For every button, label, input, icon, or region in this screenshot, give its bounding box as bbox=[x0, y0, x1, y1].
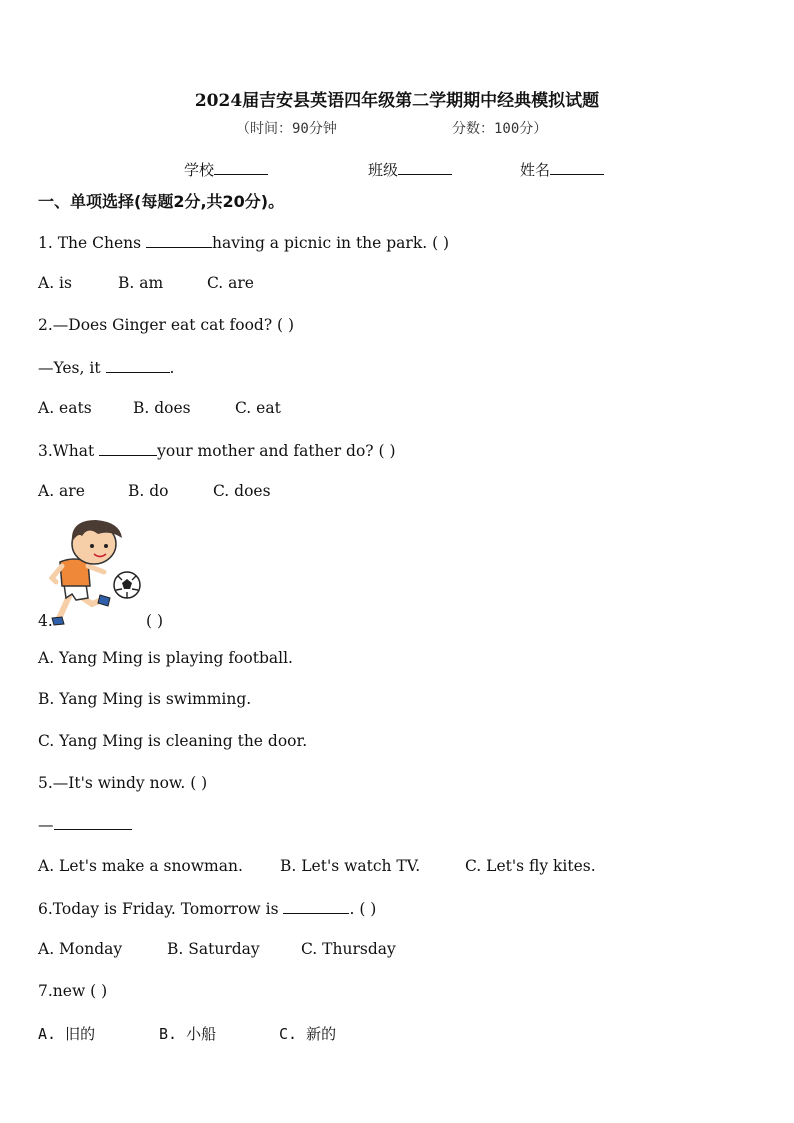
q6-blank[interactable] bbox=[283, 899, 349, 914]
q1-option-a[interactable]: A. is bbox=[38, 274, 72, 292]
q3-option-c[interactable]: C. does bbox=[213, 482, 271, 500]
q5-blank[interactable] bbox=[54, 815, 132, 830]
q5-answer-line bbox=[38, 815, 132, 834]
q2-option-c[interactable]: C. eat bbox=[235, 399, 281, 417]
question-1 bbox=[38, 233, 449, 252]
question-4-paren: ( ) bbox=[146, 612, 164, 630]
q3-blank[interactable] bbox=[99, 441, 157, 456]
exam-time: （时间：90分钟 bbox=[236, 121, 337, 137]
q6-suffix: . ( ) bbox=[349, 900, 377, 918]
q1-suffix: having a picnic in the park. ( ) bbox=[212, 234, 450, 252]
question-4-number: 4. bbox=[38, 612, 53, 630]
q2-option-b[interactable]: B. does bbox=[133, 399, 191, 417]
boy-playing-football-image bbox=[48, 516, 144, 628]
q4-option-c[interactable]: C. Yang Ming is cleaning the door. bbox=[38, 732, 308, 750]
name-label: 姓名 bbox=[520, 161, 551, 179]
class-field bbox=[368, 159, 452, 180]
q6-option-b[interactable]: B. Saturday bbox=[167, 940, 260, 958]
q6-prefix: 6.Today is Friday. Tomorrow is bbox=[38, 900, 279, 918]
q6-option-a[interactable]: A. Monday bbox=[38, 940, 123, 958]
q6-option-c[interactable]: C. Thursday bbox=[301, 940, 396, 958]
q2-answer-line bbox=[38, 358, 174, 377]
q1-prefix: 1. The Chens bbox=[38, 234, 142, 252]
q7-option-c[interactable]: C. 新的 bbox=[279, 1025, 337, 1043]
q3-prefix: 3.What bbox=[38, 442, 95, 460]
q2-option-a[interactable]: A. eats bbox=[38, 399, 92, 417]
q3-option-a[interactable]: A. are bbox=[38, 482, 85, 500]
class-label: 班级 bbox=[368, 161, 399, 179]
q2-blank[interactable] bbox=[106, 358, 170, 373]
school-blank[interactable] bbox=[214, 160, 268, 175]
q7-option-a[interactable]: A. 旧的 bbox=[38, 1025, 96, 1043]
page-title: 2024届吉安县英语四年级第二学期期中经典模拟试题 bbox=[194, 91, 600, 111]
section-title: 一、单项选择(每题2分,共20分)。 bbox=[38, 192, 285, 211]
q5-dash: — bbox=[38, 816, 54, 834]
class-blank[interactable] bbox=[398, 160, 452, 175]
question-7: 7.new ( ) bbox=[38, 982, 108, 1000]
q1-option-b[interactable]: B. am bbox=[118, 274, 164, 292]
q7-option-b[interactable]: B. 小船 bbox=[159, 1025, 217, 1043]
q4-option-b[interactable]: B. Yang Ming is swimming. bbox=[38, 690, 252, 708]
q2-answer-suffix: . bbox=[169, 359, 175, 377]
school-field bbox=[184, 159, 268, 180]
q3-suffix: your mother and father do? ( ) bbox=[157, 442, 396, 460]
question-6 bbox=[38, 899, 376, 918]
q3-option-b[interactable]: B. do bbox=[128, 482, 169, 500]
exam-score: 分数：100分） bbox=[452, 121, 548, 137]
q4-option-a[interactable]: A. Yang Ming is playing football. bbox=[38, 649, 293, 667]
q5-option-b[interactable]: B. Let's watch TV. bbox=[280, 857, 421, 875]
school-label: 学校 bbox=[184, 161, 215, 179]
question-5: 5.—It's windy now. ( ) bbox=[38, 774, 208, 792]
name-blank[interactable] bbox=[550, 160, 604, 175]
q1-option-c[interactable]: C. are bbox=[207, 274, 254, 292]
question-2: 2.—Does Ginger eat cat food? ( ) bbox=[38, 316, 295, 334]
q1-blank[interactable] bbox=[146, 233, 212, 248]
q5-option-c[interactable]: C. Let's fly kites. bbox=[465, 857, 596, 875]
question-3 bbox=[38, 441, 396, 460]
q5-option-a[interactable]: A. Let's make a snowman. bbox=[38, 857, 243, 875]
q2-answer-prefix: —Yes, it bbox=[38, 359, 101, 377]
name-field bbox=[520, 159, 604, 180]
